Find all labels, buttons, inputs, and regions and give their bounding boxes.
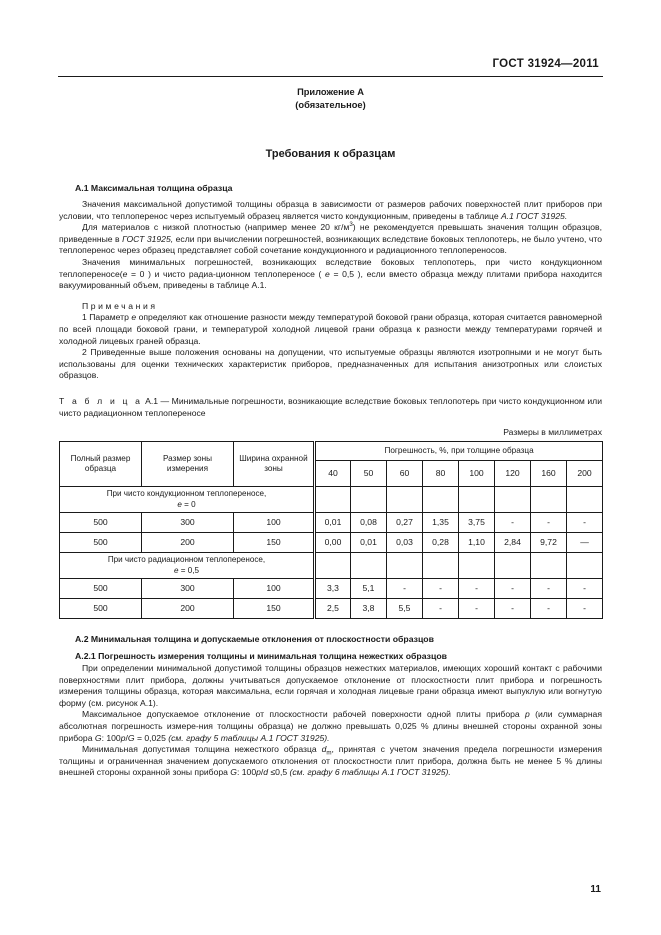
a1-p3-symbol-2: e — [325, 268, 330, 279]
row4-v40: 2,5 — [315, 599, 351, 619]
row3-v60: - — [387, 579, 423, 599]
group2-symbol: e — [174, 565, 179, 575]
row4-v50: 3,8 — [351, 599, 387, 619]
group1-blank-50 — [351, 487, 387, 513]
paragraph-a1-2 — [59, 222, 602, 257]
a21-p3-text-a: Минимальная допустимая толщина нежесткого образца — [82, 744, 322, 755]
row4-v120: - — [495, 599, 531, 619]
row2-v40: 0,00 — [315, 533, 351, 553]
a21-p3-sub-m: m — [326, 749, 332, 757]
running-head-rule — [58, 76, 603, 77]
group1-blank-40 — [315, 487, 351, 513]
notes-heading — [59, 301, 602, 313]
table-row — [60, 579, 603, 599]
a1-p3-symbol-1: e — [122, 268, 128, 279]
header-guard-width: Ширина охранной зоны — [234, 442, 315, 487]
header-thickness-160: 160 — [531, 460, 567, 487]
row2-v120: 2,84 — [495, 533, 531, 553]
row3-v120: - — [495, 579, 531, 599]
page-title: Требования к образцам — [265, 148, 396, 160]
table-group-row — [60, 553, 603, 579]
row2-v200: — — [567, 533, 603, 553]
a21-p3-text-b: , принятая с учетом значения предела погрешности измерения толщины и ограниченная значением допускаемого отклонения от плоскостности плит прибора, должна быть не менее 5 % длины внешней стороны охранной зоны прибора — [59, 744, 602, 778]
note1-symbol: e — [131, 312, 137, 323]
row3-v200: - — [567, 579, 603, 599]
row3-v50: 5,1 — [351, 579, 387, 599]
annex-line-2: (обязательное) — [295, 100, 366, 110]
note1-text-b: определяют как отношение разности между температурой боковой грани образца, которая считается равномерной по всей площади боковой грани, и температурой холодной лицевой грани образца к разности между температурами горячей и холодной лицевых граней образца. — [59, 312, 602, 346]
row3-v160: - — [531, 579, 567, 599]
header-thickness-200: 200 — [567, 460, 603, 487]
a1-p3-text-b: = 0 ) и чисто радиа-ционном теплопереносе ( — [127, 268, 326, 279]
a21-p2-sym-p: p — [525, 709, 530, 720]
a21-p3-ref: (см. графу 6 таблицы А.1 ГОСТ 31925). — [289, 767, 451, 778]
a1-p2-text-a: Для материалов с низкой плотностью (например менее 20 кг/м — [82, 222, 350, 233]
header-error-span: Погрешность, %, при толщине образца — [315, 442, 603, 460]
header-thickness-60: 60 — [387, 460, 423, 487]
a1-p3-text-c: = 0,5 ), если вместо образца между плитами прибора находится вакуумированный объем, приведены в таблице А.1. — [59, 268, 602, 291]
table-head — [60, 442, 603, 487]
row4-full-size: 500 — [60, 599, 142, 619]
paragraph-a1-1 — [59, 199, 602, 222]
group1-blank-100 — [459, 487, 495, 513]
row4-measuring-zone: 200 — [142, 599, 234, 619]
a21-p3-sym-g: G — [230, 767, 237, 778]
table-caption-number: А.1 — [145, 395, 158, 406]
row2-v160: 9,72 — [531, 533, 567, 553]
a21-p2-text-a: Максимальное допускаемое отклонение от плоскостности рабочей поверхности одной плиты прибора — [82, 709, 526, 720]
note-1 — [59, 312, 602, 347]
row2-measuring-zone: 200 — [142, 533, 234, 553]
a21-p3-text-c: : 100 — [236, 767, 257, 778]
group2-value: = 0,5 — [178, 565, 199, 575]
row4-v60: 5,5 — [387, 599, 423, 619]
header-measuring-zone: Размер зоны измерения — [142, 442, 234, 487]
a21-p2-slash: / — [125, 732, 128, 743]
group1-line1: При чисто кондукционном теплопереносе, — [106, 489, 267, 499]
errors-table — [59, 441, 603, 619]
a21-p3-sym-d2: d — [263, 767, 269, 778]
a21-p3-sym-p: p — [256, 767, 261, 778]
section-heading-a2: А.2 Минимальная толщина и допускаемые отклонения от плоскостности образцов — [75, 634, 434, 645]
a21-p2-ref: (см. графу 5 таблицы А.1 ГОСТ 31925). — [168, 732, 330, 743]
group2-blank-60 — [387, 553, 423, 579]
group1-symbol: e — [177, 499, 182, 509]
row1-v100: 3,75 — [459, 513, 495, 533]
row1-v80: 1,35 — [423, 513, 459, 533]
a21-p2-text-b: (или суммарная абсолютная погрешность измере-ния толщины образца) не должно превышать 0,025 % длины внешней стороны охранной зоны прибора — [59, 709, 602, 743]
group2-blank-100 — [459, 553, 495, 579]
row3-v40: 3,3 — [315, 579, 351, 599]
a21-p3-slash: / — [260, 767, 264, 778]
row2-guard-width: 150 — [234, 533, 315, 553]
table-caption-label: Т а б л и ц а — [59, 395, 143, 406]
group2-blank-40 — [315, 553, 351, 579]
a21-p3-sym-d: d — [321, 744, 327, 755]
group1-blank-160 — [531, 487, 567, 513]
group2-blank-80 — [423, 553, 459, 579]
a1-p1-text: Значения максимальной допустимой толщины образца в зависимости от размеров рабочих поверхностей плит приборов при условии, что теплоперенос через испытуемый образец является чисто кондукционным, приведены в таблице — [59, 199, 602, 221]
a21-p2-text-c: : 100 — [101, 732, 121, 743]
row2-v50: 0,01 — [351, 533, 387, 553]
group1-blank-200 — [567, 487, 603, 513]
a1-p2-superscript: 3 — [349, 221, 353, 229]
table-caption — [59, 396, 602, 419]
row1-v40: 0,01 — [315, 513, 351, 533]
row4-v80: - — [423, 599, 459, 619]
table-row — [60, 533, 603, 553]
row2-v60: 0,03 — [387, 533, 423, 553]
row2-full-size: 500 — [60, 533, 142, 553]
a21-p3-text-e: ≤0,5 — [268, 767, 290, 778]
notes-heading-text: Примечания — [82, 300, 158, 311]
table-caption-text: — Минимальные погрешности, возникающие вследствие боковых теплопотерь при чисто кондукционном или чисто радиационном теплопереносе — [59, 395, 603, 418]
row3-v80: - — [423, 579, 459, 599]
header-thickness-40: 40 — [315, 460, 351, 487]
row4-guard-width: 150 — [234, 599, 315, 619]
table-row — [60, 513, 603, 533]
row2-v80: 0,28 — [423, 533, 459, 553]
header-thickness-120: 120 — [495, 460, 531, 487]
header-thickness-50: 50 — [351, 460, 387, 487]
note-2: 2 Приведенные выше положения основаны на допущении, что испытуемые образцы являются изотропными и не могут быть использованы для оценки технических характеристик приборов, предназначенных для испытания анизотропных или слоистых образцов. — [59, 347, 602, 381]
section-heading-a21: А.2.1 Погрешность измерения толщины и минимальная толщина нежестких образцов — [75, 651, 447, 662]
header-full-size: Полный размер образца — [60, 442, 142, 487]
table-header-row-1 — [60, 442, 603, 460]
header-thickness-80: 80 — [423, 460, 459, 487]
document-content — [59, 182, 602, 779]
group-label-conduction — [60, 487, 315, 513]
row2-v100: 1,10 — [459, 533, 495, 553]
header-thickness-100: 100 — [459, 460, 495, 487]
annex-heading — [0, 86, 661, 112]
group2-blank-200 — [567, 553, 603, 579]
row1-full-size: 500 — [60, 513, 142, 533]
a21-p2-text-d: = 0,025 — [134, 732, 169, 743]
row1-guard-width: 100 — [234, 513, 315, 533]
row3-guard-width: 100 — [234, 579, 315, 599]
section-heading-a1: А.1 Максимальная толщина образца — [75, 183, 233, 193]
a1-p3-text-a: Значения минимальных погрешностей, возникающих вследствие боковых теплопотерь, при чисто кондукционном теплопереносе( — [59, 256, 602, 279]
group2-blank-50 — [351, 553, 387, 579]
table-units-note: Размеры в миллиметрах — [503, 427, 602, 438]
group-label-radiation — [60, 553, 315, 579]
paragraph-a21-1: При определении минимальной допустимой толщины образцов нежестких материалов, имеющих хороший контакт с рабочими поверхностями плит прибора, должны учитываться допускаемое отклонение от плоскостности плит прибора и погрешность измерения толщины образца, которая максимальна, если горячая и холодная лицевые грани образца имеют выпуклую или вогнутую форму (см. рисунок А.1). — [59, 663, 602, 708]
row3-full-size: 500 — [60, 579, 142, 599]
annex-line-1: Приложение А — [297, 87, 364, 97]
row1-v160: - — [531, 513, 567, 533]
row1-v120: - — [495, 513, 531, 533]
a1-p1-ref: А.1 ГОСТ 31925. — [501, 210, 568, 221]
group2-blank-160 — [531, 553, 567, 579]
group1-blank-120 — [495, 487, 531, 513]
row4-v200: - — [567, 599, 603, 619]
row4-v100: - — [459, 599, 495, 619]
note1-text-a: 1 Параметр — [82, 312, 132, 323]
table-group-row — [60, 487, 603, 513]
table-body — [60, 487, 603, 619]
group2-line1: При чисто радиационном теплопереносе, — [107, 555, 266, 565]
running-head: ГОСТ 31924—2011 — [492, 58, 599, 70]
a21-p2-sym-p2: p — [120, 732, 126, 743]
group2-blank-120 — [495, 553, 531, 579]
row1-measuring-zone: 300 — [142, 513, 234, 533]
a1-p2-text-c: если при вычислении погрешностей, возникающих вследствие боковых теплопотерь, не было учтено, что теплоперенос через образец представляет собой сочетание кондукционного и радиационного теплопереносов. — [59, 233, 602, 256]
a21-p2-sym-g2: G — [127, 732, 135, 743]
row1-v50: 0,08 — [351, 513, 387, 533]
paragraph-a1-3 — [59, 257, 602, 292]
a1-p2-ref: ГОСТ 31925, — [122, 233, 174, 244]
paragraph-a21-3 — [59, 744, 602, 779]
group1-value: = 0 — [181, 499, 196, 509]
group1-blank-80 — [423, 487, 459, 513]
table-row — [60, 599, 603, 619]
a21-p2-sym-g: G — [94, 732, 102, 743]
page-number: 11 — [590, 884, 601, 895]
paragraph-a21-2 — [59, 709, 602, 744]
row4-v160: - — [531, 599, 567, 619]
row1-v60: 0,27 — [387, 513, 423, 533]
row1-v200: - — [567, 513, 603, 533]
row3-measuring-zone: 300 — [142, 579, 234, 599]
a1-p2-text-b: ) не рекомендуется превышать значения толщин образцов, приведенные в — [59, 222, 602, 244]
group1-blank-60 — [387, 487, 423, 513]
row3-v100: - — [459, 579, 495, 599]
